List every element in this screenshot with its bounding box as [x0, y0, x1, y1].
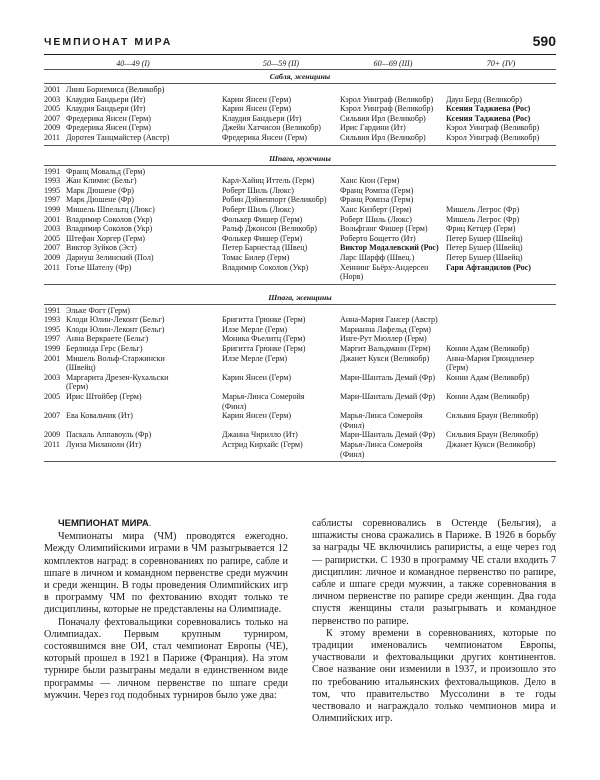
- row-cell: Франц Ромпза (Герм): [340, 185, 414, 195]
- row-cell: Элькe Фогт (Герм): [66, 305, 130, 315]
- row-cell: Клоди Юлин-Леконт (Бельг): [66, 315, 165, 325]
- table-row: [44, 85, 556, 95]
- row-cell: Карин Янсен (Герм): [222, 372, 292, 382]
- table-row: [44, 344, 556, 354]
- column-header: 70+ (IV): [486, 59, 516, 68]
- row-cell: Готье Шателу (Фр): [66, 262, 132, 272]
- row-year: 2011: [44, 440, 60, 449]
- row-cell: Мари-Шанталь Демай (Фр): [340, 392, 436, 402]
- row-year: 2005: [44, 104, 61, 114]
- row-cell: Ларс Шарфф (Швец.): [340, 252, 415, 262]
- row-year: 1995: [44, 185, 61, 195]
- row-year: 2011: [44, 262, 60, 272]
- article-paragraph: Поначалу фехтовальщики соревновались только на Олимпиадах. Первым крупным турниром, состоявшимся вне ОИ, стал чемпионат Европы (ЧЕ), который прошел в 1921 в Париже (Франция). На этом турнире были разыграны медали в единственном виде программы — личном первенстве по шпаге среди мужчин. Через год подобных турниров было уже два:: [44, 616, 288, 701]
- row-cell: Джанет Кукси (Великобр): [446, 440, 536, 449]
- row-cell: Карин Янсен (Герм): [222, 104, 292, 114]
- section-rule: [44, 304, 556, 305]
- table-row: [44, 243, 556, 253]
- results-section: [44, 293, 556, 463]
- row-cell: Штефан Хоргер (Герм): [66, 233, 145, 243]
- row-cell: Мишель Вольф-Старжински (Швейц): [66, 353, 165, 373]
- row-cell: Петер Бушер (Швейц): [446, 252, 523, 262]
- section-bottom-rule: [44, 145, 556, 146]
- table-row: [44, 392, 556, 411]
- row-cell: Моника Фьелитц (Герм): [222, 334, 306, 344]
- table-row: [44, 234, 556, 244]
- table-row: [44, 167, 556, 177]
- row-cell: Сильвия Ирл (Великобр): [340, 113, 426, 123]
- table-row: [44, 263, 556, 282]
- row-cell: Франц Мовальд (Герм): [66, 166, 146, 176]
- row-cell: Джанет Кукси (Великобр): [340, 353, 430, 363]
- row-cell: Анна-Мария Гансер (Австр): [340, 315, 438, 325]
- table-sections: [44, 72, 556, 462]
- table-row: [44, 334, 556, 344]
- row-cell: Марья-Линса Сомеройя (Финл): [222, 392, 305, 411]
- table-row: [44, 95, 556, 105]
- row-cell: Анна Веркраете (Бельг): [66, 334, 149, 344]
- row-year: 1991: [44, 305, 61, 315]
- table-column-headers: [44, 58, 556, 70]
- row-cell: Мишель Легрос (Фр): [446, 204, 520, 214]
- row-cell: Франц Ромпза (Герм): [340, 195, 414, 205]
- running-head-rule: [44, 54, 556, 55]
- row-cell: Даун Берд (Великобр): [446, 94, 522, 104]
- row-year: 2003: [44, 224, 61, 234]
- row-cell: Ксения Таджиева (Рос): [446, 113, 531, 123]
- row-cell: Инге-Рут Мюллер (Герм): [340, 334, 427, 344]
- row-year: 2003: [44, 372, 61, 382]
- row-year: 1993: [44, 176, 61, 186]
- row-cell: Фредерика Янсен (Герм): [222, 132, 307, 142]
- row-year: 2009: [44, 123, 61, 133]
- column-header: 50—59 (II): [262, 59, 300, 68]
- row-cell: Виктор Зуйков (Эст): [66, 243, 137, 253]
- row-year: 2007: [44, 113, 61, 123]
- row-year: 1997: [44, 195, 61, 205]
- results-table: [44, 58, 556, 462]
- row-year: 1997: [44, 334, 61, 344]
- row-cell: Роберто Бощетто (Ит): [340, 233, 416, 243]
- table-row: [44, 114, 556, 124]
- row-year: 2005: [44, 233, 61, 243]
- row-cell: Мари-Шанталь Демай (Фр): [340, 430, 436, 440]
- row-cell: Фредерика Янсен (Герм): [66, 123, 151, 133]
- row-cell: Астрид Кирхайс (Герм): [222, 440, 303, 449]
- row-cell: Марк Дюшене (Фр): [66, 185, 134, 195]
- row-year: 2007: [44, 243, 61, 253]
- table-row: [44, 325, 556, 335]
- table-row: [44, 215, 556, 225]
- row-cell: Фолькер Фишер (Герм): [222, 214, 303, 224]
- row-cell: Фредерика Янсен (Герм): [66, 113, 151, 123]
- row-cell: Клоди Юлин-Леконт (Бельг): [66, 324, 165, 334]
- row-cell: Кэрол Уингрaф (Великобр): [340, 94, 434, 104]
- row-cell: Петер Бушер (Швейц): [446, 243, 523, 253]
- row-cell: Кэрол Уингрaф (Великобр): [446, 132, 540, 142]
- row-cell: Марья-Линса Сомеройя (Финл): [340, 411, 423, 430]
- row-cell: Клаудия Бандьери (Ит): [66, 104, 146, 114]
- row-cell: Мишель Легрос (Фр): [446, 214, 520, 224]
- table-row: [44, 123, 556, 133]
- row-cell: Ева Ковальчик (Ит): [66, 411, 133, 421]
- section-rule: [44, 83, 556, 84]
- row-year: 1991: [44, 166, 61, 176]
- row-cell: Ирис Гардини (Ит): [340, 123, 406, 133]
- row-cell: Фриц Кетцер (Герм): [446, 224, 516, 234]
- row-cell: Роберт Шиль (Люкс): [222, 204, 294, 214]
- section-bottom-rule: [44, 284, 556, 285]
- table-row: [44, 253, 556, 263]
- table-row: [44, 176, 556, 186]
- row-year: 1995: [44, 324, 61, 334]
- row-cell: Анна-Мария Грюндленер (Герм): [446, 353, 535, 373]
- row-cell: Роберт Шиль (Люкс): [222, 185, 294, 195]
- table-row: [44, 306, 556, 316]
- row-cell: Карин Янсен (Герм): [222, 411, 292, 421]
- row-cell: Маргит Вальдманн (Герм): [340, 344, 431, 354]
- article-heading: ЧЕМПИОНАТ МИРА.: [58, 518, 152, 529]
- row-cell: Роберт Шиль (Люкс): [340, 214, 412, 224]
- row-cell: Сильвия Ирл (Великобр): [340, 132, 426, 142]
- row-year: 2003: [44, 94, 61, 104]
- results-section: [44, 154, 556, 285]
- row-cell: Джейн Хатчисон (Великобр): [222, 123, 321, 133]
- row-cell: Карл-Хайнц Иттель (Герм): [222, 176, 315, 186]
- table-row: [44, 315, 556, 325]
- article-paragraph: К этому времени в соревнованиях, которые по традиции именовались чемпионатом Европы, участвовали и фехтовальщики других континентов. Свое название они изменили в 1937, и произошло это по требованию итальянских фехтовальщиков. Дело в том, что правительство Муссолини в те годы чествовало и награждало только чемпионов мира и Олимпийских игр.: [312, 627, 556, 725]
- row-cell: Виктор Модалевский (Рос): [340, 243, 439, 253]
- row-cell: Жан Климис (Бельг): [66, 176, 137, 186]
- row-cell: Конни Адам (Великобр): [446, 372, 530, 382]
- row-cell: Ирис Штойбер (Герм): [66, 392, 142, 402]
- row-cell: Луиза Миланоли (Ит): [66, 440, 142, 449]
- row-cell: Конни Адам (Великобр): [446, 392, 530, 402]
- article-paragraph: саблисты соревновались в Остенде (Бельгия), а шпажисты снова сражались в Париже. В 1926 в борьбу за награды ЧЕ включились рапиристы, а еще через год — рапиристки. С 1930 в программу ЧЕ стали входить 7 дисциплин: личное и командное первенство по рапире, сабле и шпаге среди мужчин, а также соревнования в личном первенстве по рапире среди женщин. Два года спустя женщины стали разыгрывать и командное первенство по рапире.: [312, 518, 556, 627]
- row-cell: Сильвия Браун (Великобр): [446, 430, 539, 440]
- table-row: [44, 354, 556, 373]
- row-year: 1999: [44, 204, 61, 214]
- row-cell: Кэрол Уингрaф (Великобр): [446, 123, 540, 133]
- table-row: [44, 205, 556, 215]
- row-cell: Карин Янсен (Герм): [222, 94, 292, 104]
- row-cell: Илзе Мерле (Герм): [222, 353, 288, 363]
- table-row: [44, 195, 556, 205]
- row-cell: Мишель Шпельтц (Люкс): [66, 204, 155, 214]
- row-cell: Дариуш Зелинский (Пол): [66, 252, 154, 262]
- row-cell: Сильвия Браун (Великобр): [446, 411, 539, 421]
- row-cell: Мари-Шанталь Демай (Фр): [340, 372, 436, 382]
- row-cell: Робин Дэйвенпорт (Великобр): [222, 195, 327, 205]
- row-cell: Петер Барнестад (Швец): [222, 243, 308, 253]
- row-year: 2001: [44, 214, 61, 224]
- row-cell: Кэрол Уингрaф (Великобр): [340, 104, 434, 114]
- row-year: 2009: [44, 252, 61, 262]
- article-column-left: [44, 518, 288, 702]
- row-year: 2001: [44, 353, 61, 363]
- row-cell: Марья-Линса Сомеройя (Финл): [340, 440, 423, 459]
- row-cell: Клаудия Бандьери (Ит): [66, 94, 146, 104]
- column-header: 40—49 (I): [116, 59, 150, 68]
- running-head-title: ЧЕМПИОНАТ МИРА: [44, 36, 173, 48]
- table-row: [44, 133, 556, 143]
- row-cell: Владимир Соколов (Укр): [222, 262, 309, 272]
- row-year: 2011: [44, 132, 60, 142]
- row-cell: Владимир Соколов (Укр): [66, 214, 153, 224]
- row-year: 1993: [44, 315, 61, 325]
- running-head: [44, 33, 556, 53]
- row-cell: Доротея Танцмайстер (Австр): [66, 132, 170, 142]
- row-cell: Ханс Кизберт (Герм): [340, 204, 412, 214]
- row-year: 2009: [44, 430, 61, 440]
- row-cell: Ханс Кюн (Герм): [340, 176, 400, 186]
- row-year: 1999: [44, 344, 61, 354]
- row-cell: Ксения Таджиева (Рос): [446, 104, 531, 114]
- section-title: Сабля, женщины: [269, 72, 331, 81]
- section-title: Шпага, женщины: [268, 292, 332, 302]
- table-row: [44, 430, 556, 440]
- row-cell: Марк Дюшене (Фр): [66, 195, 134, 205]
- table-row: [44, 104, 556, 114]
- row-year: 2007: [44, 411, 61, 421]
- row-cell: Линн Борнемиса (Великобр): [66, 85, 165, 94]
- row-cell: Клаудия Бандьери (Ит): [222, 113, 302, 123]
- table-row: [44, 373, 556, 392]
- row-cell: Гари Афтандилов (Рос): [446, 262, 531, 272]
- row-cell: Паскаль Аппавоуль (Фр): [66, 430, 152, 440]
- row-cell: Хеннинг Бьёрх-Андерсен (Норв): [340, 262, 429, 282]
- row-cell: Бригитта Грюнке (Герм): [222, 315, 306, 325]
- page-number: 590: [532, 33, 556, 49]
- row-cell: Петер Бушер (Швейц): [446, 233, 523, 243]
- article-paragraph: Чемпионаты мира (ЧМ) проводятся ежегодно. Между Олимпийскими играми в ЧМ разыгрывается 12 комплектов наград: в соревнованиях по рапире, сабле и шпаге в личном и командном первенстве среди мужчин и среди женщин. В годы проведения Олимпийских игр в программу ЧМ по фехтованию входят только те дисциплины, которые не представлены на Олимпиаде.: [44, 531, 288, 616]
- row-year: 2005: [44, 392, 61, 402]
- table-row: [44, 440, 556, 459]
- row-cell: Илзе Мерле (Герм): [222, 324, 288, 334]
- row-cell: Берлинда Герс (Бельг): [66, 344, 143, 354]
- table-row: [44, 224, 556, 234]
- row-cell: Джанна Чирилло (Ит): [222, 430, 298, 440]
- row-cell: Конни Адам (Великобр): [446, 344, 530, 354]
- row-cell: Вольфганг Фишер (Герм): [340, 224, 428, 234]
- table-row: [44, 186, 556, 196]
- section-title: Шпага, мужчины: [269, 153, 331, 163]
- row-cell: Марианна Лафельд (Герм): [340, 324, 431, 334]
- row-cell: Владимир Соколов (Укр): [66, 224, 153, 234]
- row-cell: Томас Билер (Герм): [222, 252, 290, 262]
- section-bottom-rule: [44, 461, 556, 462]
- row-cell: Фолькер Фишер (Герм): [222, 233, 303, 243]
- row-cell: Бригитта Грюнке (Герм): [222, 344, 306, 354]
- column-header: 60—69 (III): [373, 59, 413, 68]
- row-cell: Ральф Джонсон (Великобр): [222, 224, 317, 234]
- table-row: [44, 411, 556, 430]
- row-year: 2001: [44, 85, 61, 94]
- article-column-right: [312, 518, 556, 725]
- results-section: [44, 72, 556, 146]
- row-cell: Маргарита Дрезен-Кухальски (Герм): [66, 372, 169, 392]
- section-rule: [44, 165, 556, 166]
